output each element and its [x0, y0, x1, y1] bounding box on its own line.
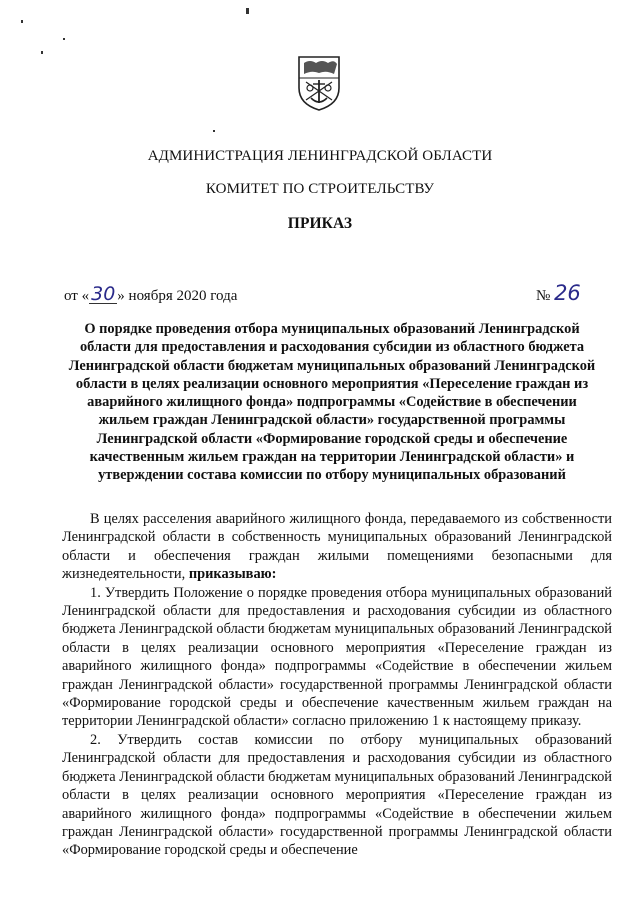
preamble-order-word: приказываю:	[188, 566, 277, 583]
coat-of-arms-icon	[296, 54, 342, 112]
committee-title: КОМИТЕТ ПО СТРОИТЕЛЬСТВУ	[205, 181, 435, 197]
order-body	[62, 510, 612, 860]
document-type-title: ПРИКАЗ	[287, 215, 353, 232]
order-number	[536, 281, 581, 305]
dateline-prefix: от «	[64, 288, 90, 304]
order-dateline	[64, 285, 237, 305]
order-subject: О порядке проведения отбора муниципальных образований Ленинградской области для предоставления и расходования субсидии из областного бюджета Ленинградской области бюджетам муниципальных образований Ленинградской области в целях реализации основного мероприятия «Переселение граждан из аварийного жилищного фонда» подпрограммы «Содействие в обеспечении жильем граждан Ленинградской области» государственной программы Ленинградской области «Формирование городской среды и обеспечение качественным жильем граждан на территории Ленинградской области» и утверждении состава комиссии по отбору муниципальных образований	[68, 321, 596, 484]
order-item-2: 2. Утвердить состав комиссии по отбору муниципальных образований Ленинградской области для предоставления и расходования субсидии из областного бюджета Ленинградской области бюджетам муниципальных образований Ленинградской области в целях реализации основного мероприятия «Переселение граждан из аварийного жилищного фонда» подпрограммы «Содействие в обеспечении жильем граждан Ленинградской области» государственной программы Ленинградской области «Формирование городской среды и обеспечение	[62, 731, 612, 859]
preamble-paragraph	[62, 510, 612, 584]
order-number-handwritten: 26	[554, 281, 581, 305]
order-number-prefix: №	[536, 288, 551, 304]
administration-title: АДМИНИСТРАЦИЯ ЛЕНИНГРАДСКОЙ ОБЛАСТИ	[147, 148, 493, 164]
preamble-text: В целях расселения аварийного жилищного фонда, передаваемого из собственности Ленинградской области в собственность муниципальных образований Ленинградской области и обеспечения граждан жилыми помещениями безопасными для жизнедеятельности,	[62, 511, 612, 583]
order-item-1: 1. Утвердить Положение о порядке проведения отбора муниципальных образований Ленинградской области для предоставления и расходования субсидии из областного бюджета Ленинградской области бюджетам муниципальных образований Ленинградской области в целях реализации основного мероприятия «Переселение граждан из аварийного жилищного фонда» подпрограммы «Содействие в обеспечении жильем граждан Ленинградской области» государственной программы Ленинградской области «Формирование городской среды и обеспечение качественным жильем граждан на территории Ленинградской области» согласно приложению 1 к настоящему приказу.	[62, 584, 612, 730]
dateline-suffix: » ноября 2020 года	[117, 288, 238, 304]
dateline-day-handwritten: 30	[91, 283, 116, 305]
